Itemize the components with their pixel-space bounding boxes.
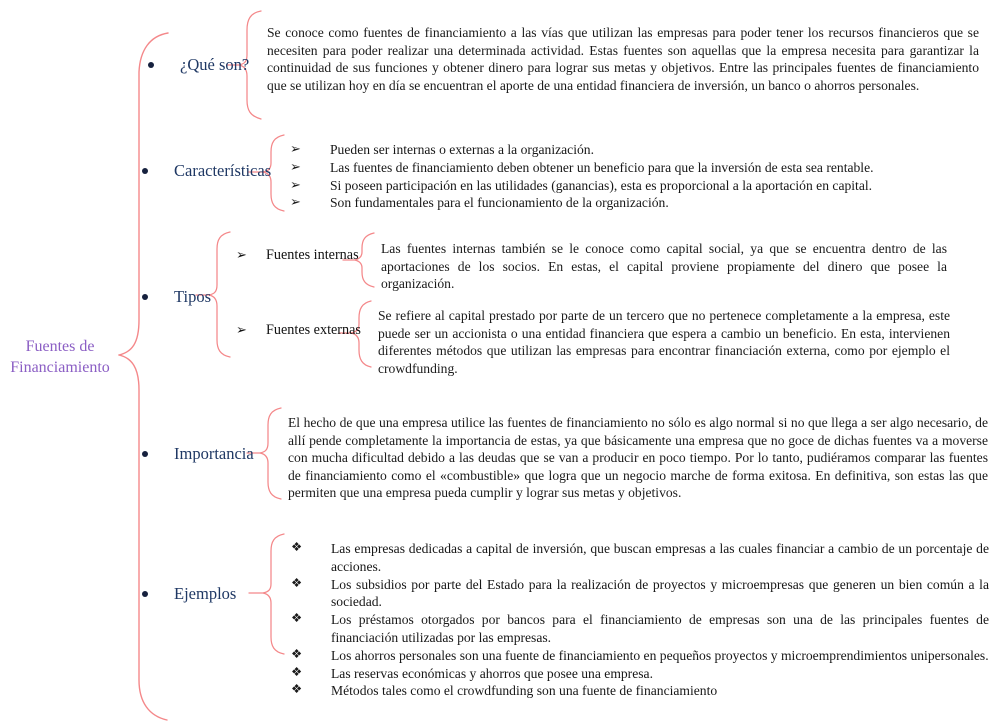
list-item [290, 177, 890, 195]
list-item [291, 540, 989, 576]
arrow-bullet-icon: ➢ [290, 176, 301, 192]
list-item-text: Los subsidios por parte del Estado para la realización de proyectos y microempresas que generen un bien común a la sociedad. [331, 576, 989, 610]
list-item [291, 647, 989, 665]
root-brace [119, 33, 168, 720]
list-item-text: Las fuentes de financiamiento deben obtener un beneficio para que la inversión de esta sea rentable. [330, 159, 874, 175]
diamond-bullet-icon: ❖ [291, 646, 303, 661]
sub-branch-label-text: Fuentes externas [266, 322, 361, 338]
arrow-bullet-icon: ➢ [236, 247, 247, 262]
list-item-text: Si poseen participación en las utilidades (ganancias), esta es proporcional a la aportación en capital. [330, 177, 873, 193]
diamond-bullet-icon: ❖ [291, 682, 303, 697]
arrow-bullet-icon: ➢ [290, 141, 301, 156]
bullet-dot-icon [142, 168, 148, 174]
branch-label-text: Características [174, 161, 272, 180]
arrow-bullet-icon: ➢ [236, 322, 247, 337]
branch-label-text: ¿Qué son? [180, 55, 250, 74]
paragraph-fuentes-externas: Se refiere al capital prestado por parte de un tercero que no pertenece completamente a la empresa, este puede ser un accionista o una entidad financiera que espera a cambio un beneficio. En esta, intervienen diferentes métodos que utilizan las empresas para encontrar financiación externa, como por ejemplo el crowdfunding. [378, 308, 950, 376]
list-item [291, 576, 989, 612]
list-item-text: Los préstamos otorgados por bancos para el financiamiento de empresas son una de las principales fuentes de financiación utilizadas por las empresas. [331, 612, 989, 645]
list-caracteristicas [290, 141, 890, 212]
list-item [291, 665, 989, 683]
list-item-text: Los ahorros personales son una fuente de financiamiento en pequeños proyectos y microemprendimientos unipersonales. [331, 647, 989, 663]
diamond-bullet-icon: ❖ [291, 540, 303, 554]
paragraph-importancia: El hecho de que una empresa utilice las fuentes de financiamiento no sólo es algo normal si no que llega a ser algo necesario, de allí pende completamente la importancia de estas, ya que básicamente una empresa que no goce de dichas fuentes va a moverse con mucha dificultad debido a las deudas que se van a producir en poco tiempo. Por lo tanto, pudiéramos comparar las fuentes de financiamiento como el «combustible» que logra que un negocio marche de forma exitosa. En definitiva, son estas las que permiten que una empresa pueda cumplir y lograr sus metas y objetivos. [288, 415, 988, 501]
branch-label-text: Tipos [174, 287, 212, 306]
root-label-line1: Fuentes de [25, 338, 95, 355]
bullet-dot-icon [142, 591, 148, 597]
brace-tipos [209, 232, 230, 357]
branch-label-ejemplos[interactable] [142, 584, 236, 604]
diamond-bullet-icon: ❖ [291, 575, 303, 590]
paragraph-que-son: Se conoce como fuentes de financiamiento a las vías que utilizan las empresas para poder tener los recursos financieros que se necesiten para poder realizar una determinada actividad. Estas fuentes son aquellas que la empresa necesita para garantizar la continuidad de sus funciones y obtener dinero para lograr sus metas y objetivos. Entre las principales fuentes de financiamiento que se utilizan hoy en día se encuentran el aporte de una entidad financiera de inversión, un banco o ahorros personales. [267, 25, 979, 93]
list-item-text: Son fundamentales para el funcionamiento de la organización. [330, 195, 669, 211]
list-item [290, 194, 890, 212]
diamond-bullet-icon: ❖ [291, 611, 303, 626]
list-item [290, 159, 890, 177]
branch-label-que-son[interactable] [148, 55, 249, 75]
sub-branch-label-fuentes-externas[interactable] [236, 322, 361, 339]
branch-label-tipos[interactable] [142, 287, 211, 307]
bullet-dot-icon [142, 294, 148, 300]
bullet-dot-icon [142, 451, 148, 457]
root-label-line2: Financiamiento [10, 359, 110, 376]
list-item [290, 141, 890, 159]
list-ejemplos [291, 540, 989, 700]
bullet-dot-icon [148, 62, 154, 68]
brace-importancia [260, 408, 281, 499]
branch-label-importancia[interactable] [142, 444, 254, 464]
paragraph-fuentes-internas: Las fuentes internas también se le conoce como capital social, ya que se encuentra dentro de las aportaciones de los socios. En estas, el capital proviene propiamente del dinero que posee la organización. [381, 241, 947, 292]
list-item [291, 611, 989, 647]
root-node-label [0, 336, 120, 378]
list-item-text: Las reservas económicas y ahorros que posee una empresa. [331, 665, 653, 681]
arrow-bullet-icon: ➢ [290, 194, 301, 210]
branch-label-text: Importancia [174, 444, 254, 463]
list-item-text: Las empresas dedicadas a capital de inversión, que buscan empresas a las cuales financiar a cambio de un porcentaje de acciones. [331, 541, 989, 574]
list-item [291, 682, 989, 700]
diamond-bullet-icon: ❖ [291, 664, 303, 679]
arrow-bullet-icon: ➢ [290, 158, 301, 174]
sub-branch-label-text: Fuentes internas [266, 247, 359, 263]
branch-label-caracteristicas[interactable] [142, 161, 271, 181]
branch-label-text: Ejemplos [174, 584, 237, 603]
brace-ejemplos [263, 534, 284, 654]
list-item-text: Métodos tales como el crowdfunding son una fuente de financiamiento [331, 683, 718, 699]
sub-branch-label-fuentes-internas[interactable] [236, 247, 359, 264]
list-item-text: Pueden ser internas o externas a la organización. [330, 142, 594, 157]
